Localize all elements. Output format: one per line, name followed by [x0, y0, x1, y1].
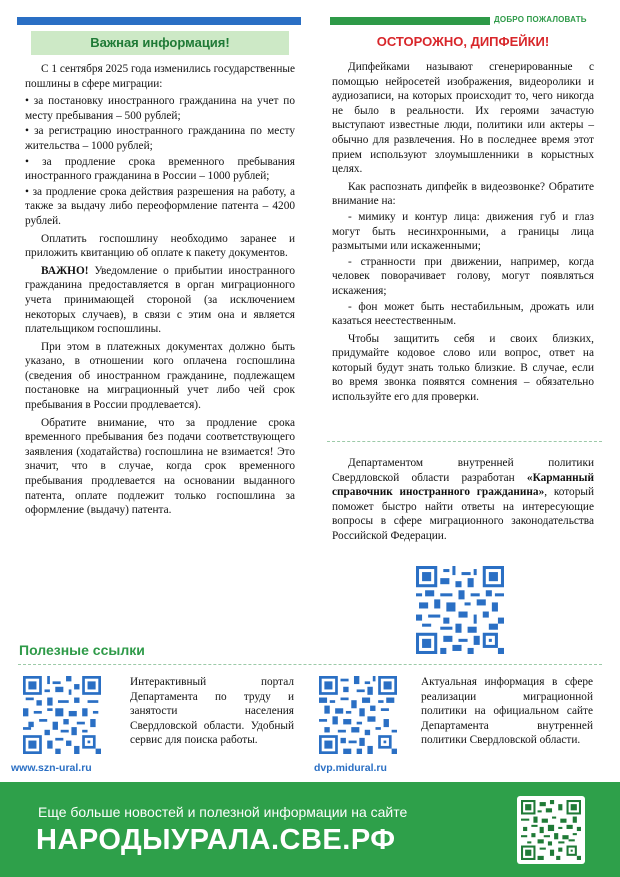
- qr-icon: [521, 800, 581, 860]
- important-notice-text: Уведомление о прибытии иностранного гражданина предоставляется в орган миграционного учета принимающей стороной (за исключением некоторых случаев), в связи с этим она и является плательщиком госпошлины.: [25, 264, 295, 336]
- szn-qr-code[interactable]: [23, 676, 101, 754]
- deepfake-sign-face: - мимику и контур лица: движения губ и глаз могут быть несинхронными, а границы лица размытыми или искаженными;: [332, 210, 594, 253]
- payment-documents-note: При этом в платежных документах должно быть указано, в отношении кого оплачена госпошлина (сведения об иностранном гражданине, подлежащем постановке на миграционный учет либо чей срок пребывания в России продлевается).: [25, 340, 295, 412]
- deepfake-sign-background: - фон может быть нестабильным, дрожать или казаться неестественным.: [332, 300, 594, 328]
- szn-description: Интерактивный портал Департамента по труду и занятости населения Свердловской области. Удобный сервис для поиска работы.: [130, 676, 294, 747]
- deepfake-definition: Дипфейками называют сгенерированные с помощью нейросетей изображения, видеоролики и аудиозаписи, на которых происходит то, чего никогда не было в реальности. Их героями зачастую выступают известные люди, политики или актеры – обычно для развлечения. Но в последнее время этот прием используют злоумышленники в корыстных целях.: [332, 61, 594, 176]
- divider-links: [18, 664, 602, 665]
- deepfake-body: [332, 60, 594, 405]
- deepfake-title: ОСТОРОЖНО, ДИПФЕЙКИ!: [376, 34, 550, 49]
- important-info-title: Важная информация!: [31, 31, 289, 55]
- handbook-note-pre: Департаментом внутренней политики Свердловской области разработан: [332, 457, 594, 484]
- footer-qr-code[interactable]: [517, 796, 585, 864]
- deepfake-sign-motion: - странности при движении, например, когда человек поворачивает голову, могут появляться искажения;: [332, 255, 594, 297]
- handbook-title: «Карманный справочник иностранного гражданина»: [332, 471, 594, 499]
- top-bar-blue: [17, 17, 301, 25]
- footer-subtitle: Еще больше новостей и полезной информации на сайте: [38, 804, 408, 820]
- welcome-label: ДОБРО ПОЖАЛОВАТЬ: [494, 15, 587, 24]
- dvp-description: Актуальная информация в сфере реализации миграционной политики на официальном сайте Департамента внутренней политики Свердловской области.: [421, 676, 593, 747]
- deepfake-protection-tip: Чтобы защитить себя и своих близких, придумайте кодовое слово или вопрос, ответ на который будут знать только близкие. В случае, если во время звонка появятся сомнения – обязательно используйте его для проверки.: [332, 332, 594, 404]
- fee-item-patent: • за продление срока действия разрешения на работу, а также за выдачу либо переоформление патента – 4200 рублей.: [25, 185, 295, 227]
- top-bar-green: [330, 17, 490, 25]
- divider-right: [327, 441, 602, 442]
- deepfake-question: Как распознать дипфейк в видеозвонке? Обратите внимание на:: [332, 180, 594, 208]
- important-info-body: [25, 62, 295, 518]
- extension-note: Обратите внимание, что за продление срока временного пребывания без подачи соответствующего заявления (ходатайства) госпошлина не взимается! Это значит, что в случае, когда срок временного пребывания продлевается на основании выданного патента, оплате подлежит только госпошлина за оформление (выдачу) патента.: [25, 416, 295, 517]
- fee-item-registration-residence: • за регистрацию иностранного гражданина по месту жительства – 1000 рублей;: [25, 125, 295, 152]
- fee-item-registration-stay: • за постановку иностранного гражданина на учет по месту пребывания – 500 рублей;: [25, 95, 295, 122]
- szn-url-link[interactable]: www.szn-ural.ru: [11, 762, 92, 774]
- useful-links-title: Полезные ссылки: [19, 642, 145, 658]
- dvp-url-link[interactable]: dvp.midural.ru: [314, 762, 387, 774]
- footer-banner: [0, 782, 620, 877]
- important-notice: [25, 264, 295, 337]
- fee-item-extension: • за продление срока временного пребывания иностранного гражданина в России – 1000 рублей;: [25, 155, 295, 183]
- payment-advice: Оплатить госпошлину необходимо заранее и приложить квитанцию об оплате к пакету документов.: [25, 232, 295, 260]
- dvp-qr-code[interactable]: [319, 676, 397, 754]
- qr-icon: [416, 566, 504, 654]
- footer-site-link[interactable]: НАРОДЫУРАЛА.СВЕ.РФ: [36, 824, 396, 856]
- deepfake-section: [332, 31, 594, 408]
- handbook-note-post: , который поможет быстро найти ответы на интересующие вопросы в сфере миграционного законодательства Российской Федерации.: [332, 486, 594, 542]
- important-notice-label: ВАЖНО!: [41, 264, 89, 277]
- important-info-section: [25, 31, 295, 521]
- fees-intro: С 1 сентября 2025 года изменились государственные пошлины в сфере миграции:: [25, 63, 295, 90]
- qr-icon: [319, 676, 397, 754]
- handbook-note: [332, 456, 594, 547]
- handbook-qr-code[interactable]: [416, 566, 504, 654]
- qr-icon: [23, 676, 101, 754]
